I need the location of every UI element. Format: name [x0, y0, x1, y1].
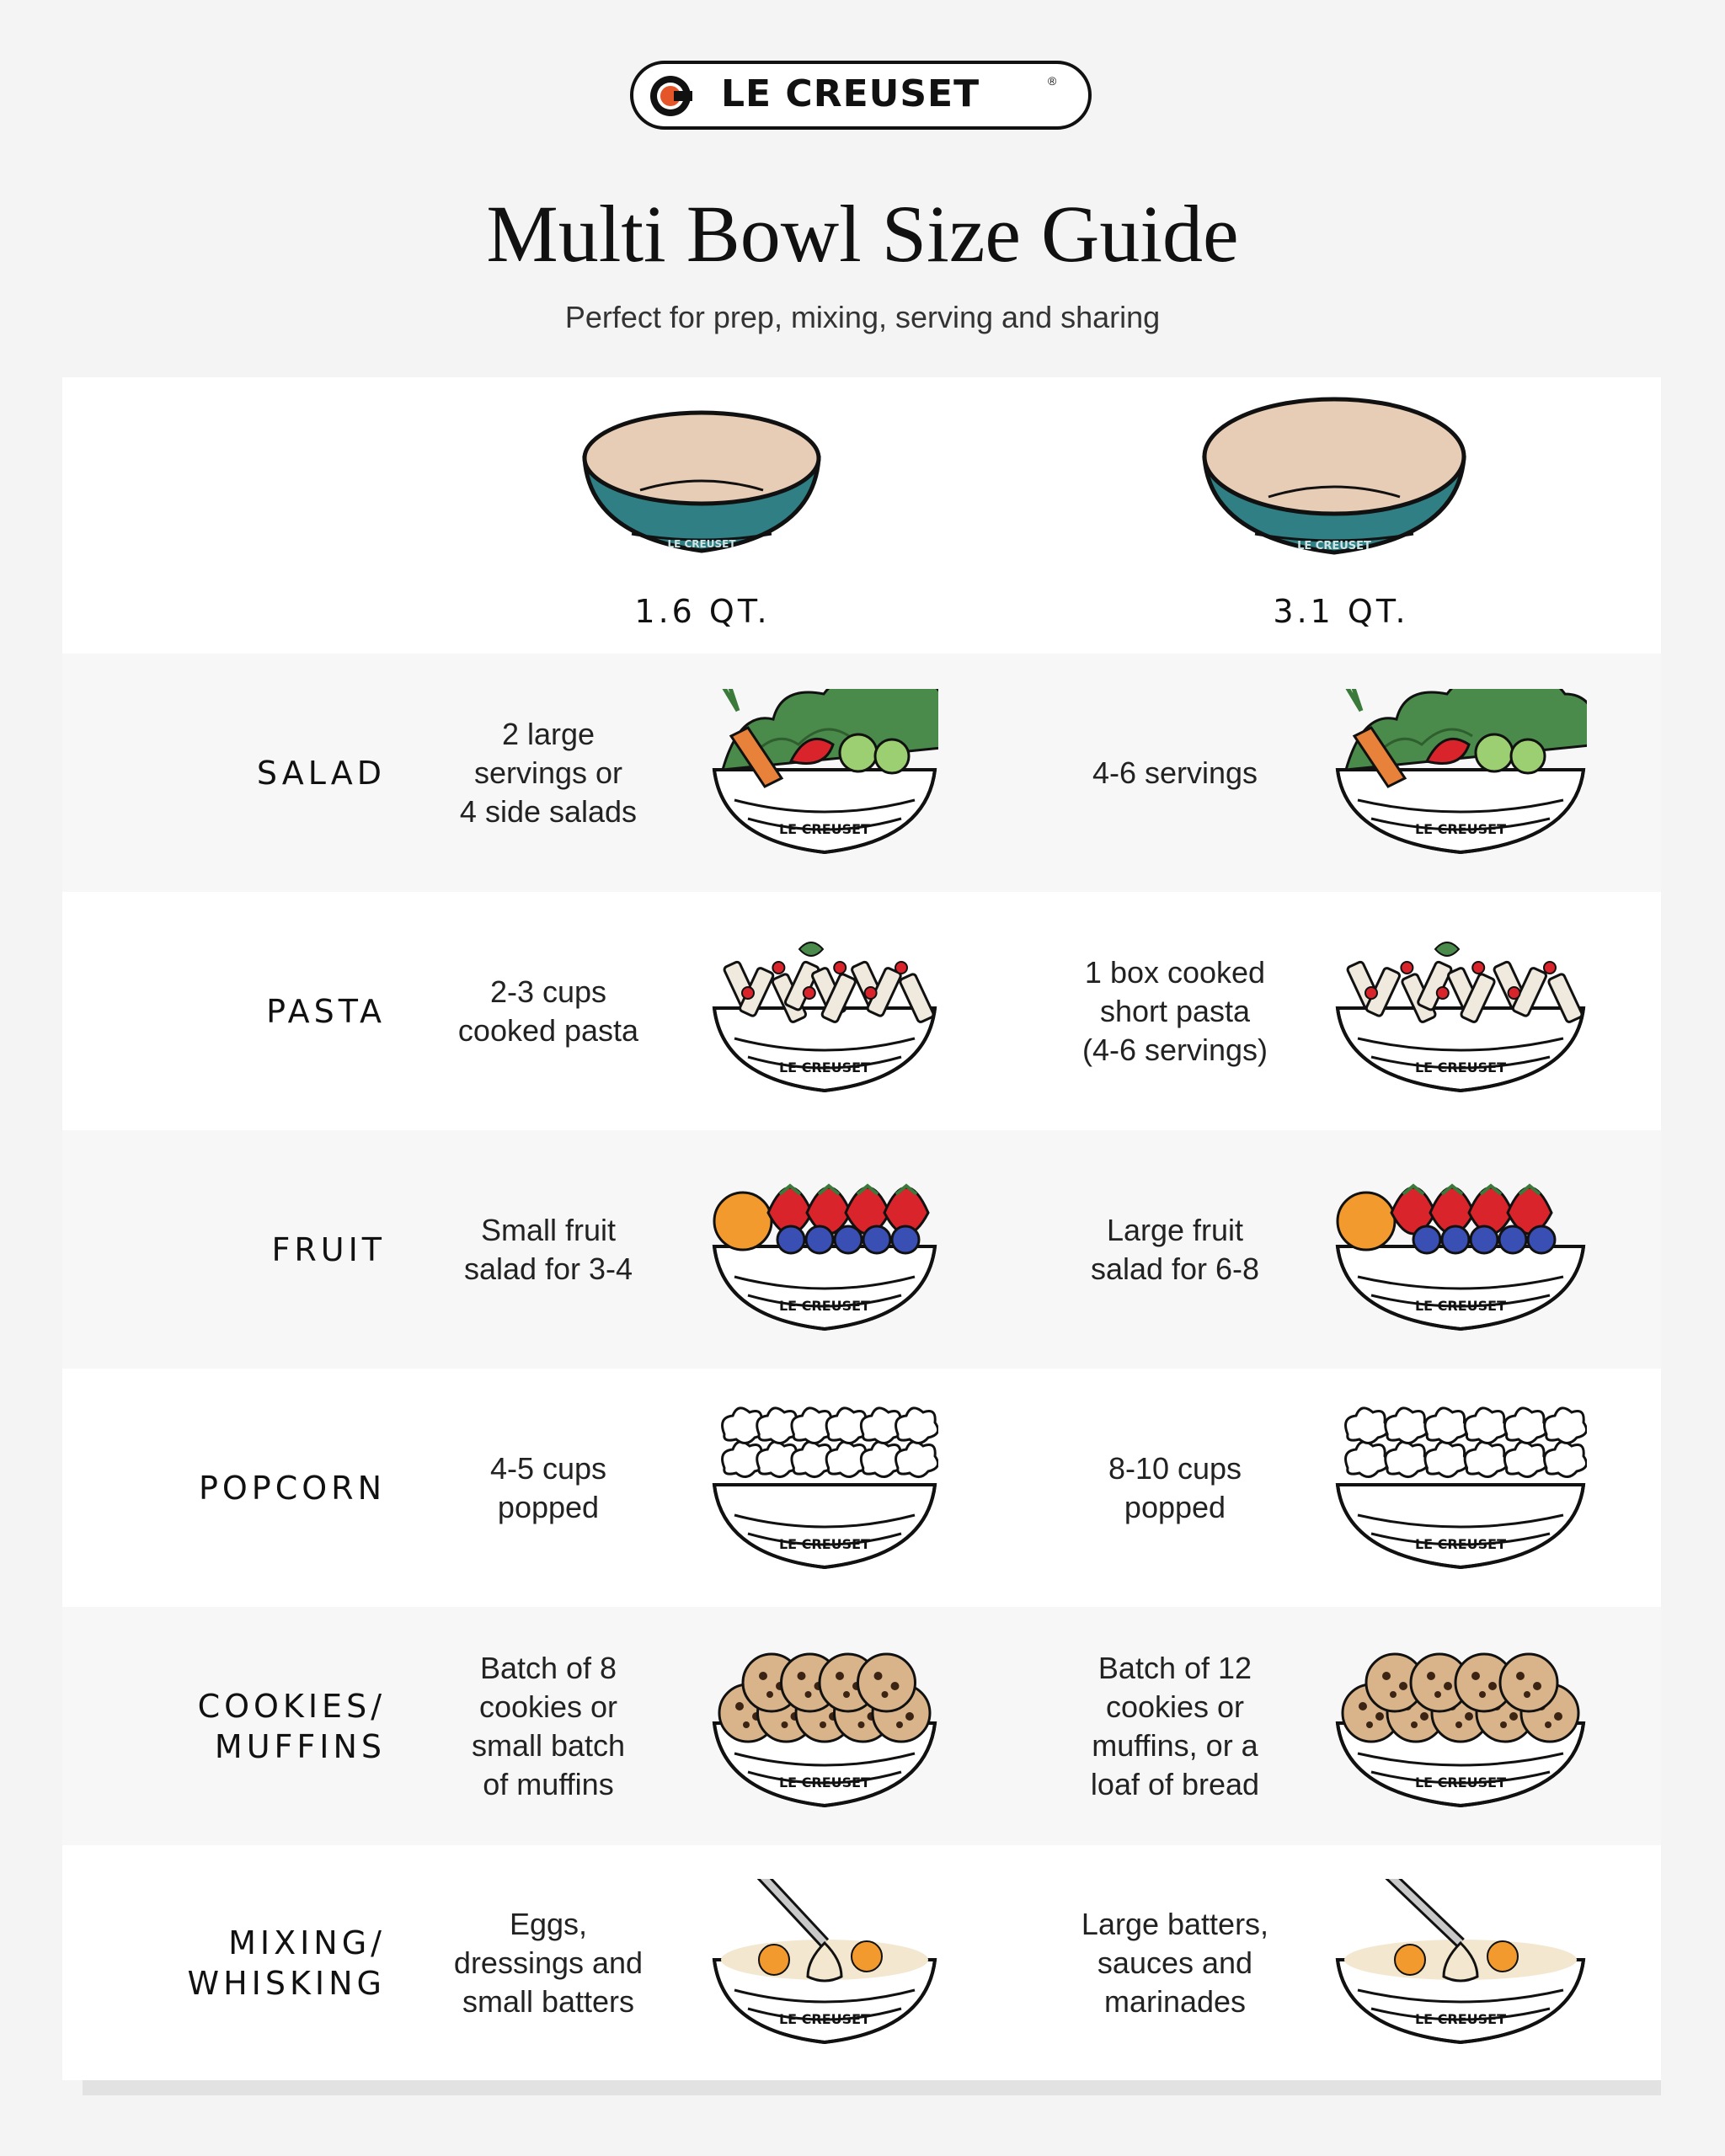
- capacity-small: 2-3 cups cooked pasta: [457, 974, 639, 1048]
- size-label-small: 1.6 QT.: [634, 593, 771, 630]
- svg-text:LE CREUSET: LE CREUSET: [778, 1774, 871, 1790]
- pasta-bowl-large-icon: [1334, 927, 1587, 1100]
- capacity-large: 8-10 cups popped: [1108, 1450, 1242, 1524]
- fruit-bowl-large-icon: [1334, 1166, 1587, 1338]
- brand-mark-icon: [649, 74, 692, 118]
- table-row: [62, 1607, 1661, 1845]
- capacity-small: 2 large servings or 4 side salads: [459, 716, 638, 829]
- pasta-bowl-small-icon: [711, 927, 938, 1100]
- registered-mark: ®: [1048, 74, 1057, 88]
- svg-text:LE CREUSET: LE CREUSET: [1414, 820, 1507, 837]
- category-label: POPCORN: [198, 1469, 386, 1507]
- category-label: SALAD: [256, 754, 386, 792]
- capacity-small: Small fruit salad for 3-4: [463, 1212, 633, 1286]
- category-label: PASTA: [266, 992, 386, 1030]
- table-row: [62, 1845, 1661, 2080]
- svg-text:LE CREUSET: LE CREUSET: [778, 1535, 871, 1552]
- table-header: [62, 377, 1661, 654]
- svg-text:LE CREUSET: LE CREUSET: [1414, 1535, 1507, 1552]
- svg-text:LE CREUSET: LE CREUSET: [778, 1297, 871, 1314]
- table-row: [62, 654, 1661, 892]
- svg-text:LE CREUSET: LE CREUSET: [1297, 540, 1371, 552]
- cookie-dough-bowl-large-icon: [1334, 1642, 1587, 1815]
- capacity-large: 4-6 servings: [1092, 755, 1258, 790]
- capacity-large: Batch of 12 cookies or muffins, or a loaf of bread: [1090, 1650, 1260, 1801]
- svg-text:LE CREUSET: LE CREUSET: [778, 2010, 871, 2027]
- capacity-small: Eggs, dressings and small batters: [453, 1906, 644, 2019]
- capacity-large: 1 box cooked short pasta (4-6 servings): [1081, 954, 1268, 1067]
- small-bowl-icon: [581, 409, 822, 561]
- svg-text:LE CREUSET: LE CREUSET: [778, 1059, 871, 1075]
- brand-logo: [630, 61, 1092, 130]
- svg-text:LE CREUSET: LE CREUSET: [778, 820, 871, 837]
- capacity-large: Large batters, sauces and marinades: [1081, 1906, 1269, 2019]
- salad-bowl-large-icon: [1334, 689, 1587, 862]
- page-subtitle: Perfect for prep, mixing, serving and sharing: [564, 300, 1161, 334]
- table-row: [62, 1369, 1661, 1607]
- svg-text:LE CREUSET: LE CREUSET: [1414, 1297, 1507, 1314]
- category-label: MIXING/ WHISKING: [187, 1924, 386, 2002]
- page-title: Multi Bowl Size Guide: [486, 189, 1239, 279]
- capacity-large: Large fruit salad for 6-8: [1090, 1212, 1260, 1286]
- table-row: [62, 1130, 1661, 1369]
- category-label: FRUIT: [271, 1230, 386, 1268]
- size-label-large: 3.1 QT.: [1273, 593, 1409, 630]
- cookie-dough-bowl-small-icon: [711, 1642, 938, 1815]
- capacity-small: 4-5 cups popped: [489, 1450, 607, 1524]
- svg-text:LE CREUSET: LE CREUSET: [1414, 1059, 1507, 1075]
- whisk-bowl-small-icon: [711, 1879, 938, 2052]
- svg-text:LE CREUSET: LE CREUSET: [1414, 1774, 1507, 1790]
- fruit-bowl-small-icon: [711, 1166, 938, 1338]
- popcorn-bowl-large-icon: [1334, 1404, 1587, 1577]
- popcorn-bowl-small-icon: [711, 1404, 938, 1577]
- category-label: COOKIES/ MUFFINS: [197, 1687, 386, 1765]
- brand-name: LE CREUSET: [721, 72, 980, 115]
- large-bowl-icon: [1201, 396, 1467, 561]
- table-row: [62, 892, 1661, 1130]
- salad-bowl-small-icon: [711, 689, 938, 862]
- svg-text:LE CREUSET: LE CREUSET: [667, 538, 736, 550]
- svg-text:LE CREUSET: LE CREUSET: [1414, 2010, 1507, 2027]
- capacity-small: Batch of 8 cookies or small batch of muffins: [471, 1650, 626, 1801]
- size-guide-table: [62, 377, 1661, 2080]
- whisk-bowl-large-icon: [1334, 1879, 1587, 2052]
